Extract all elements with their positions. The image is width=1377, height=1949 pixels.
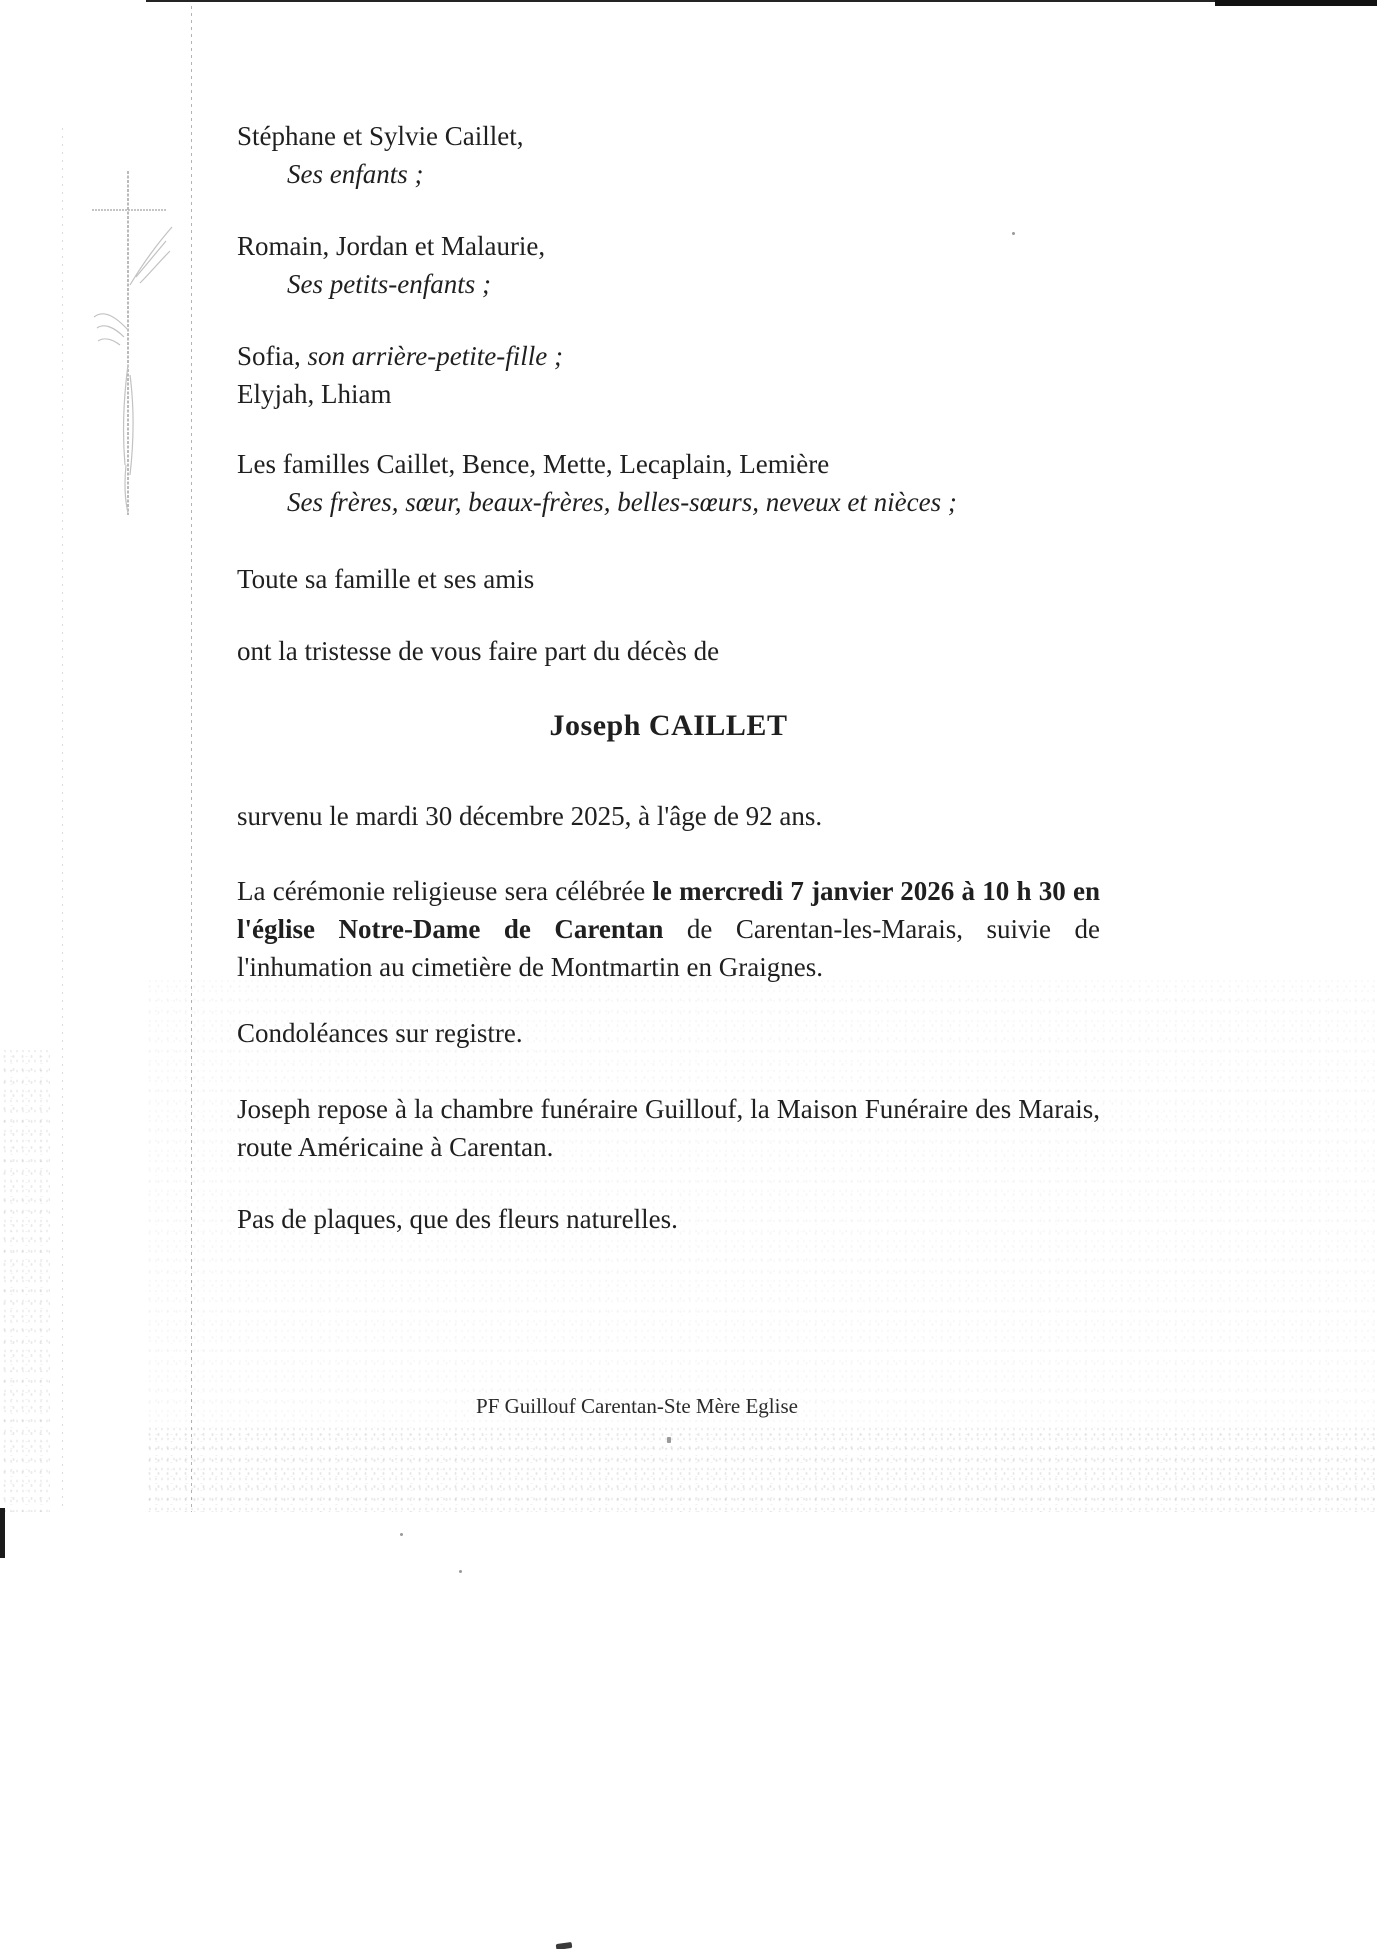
cross-icon <box>70 165 190 525</box>
scan-fold-line-faint <box>62 128 63 1512</box>
scan-speck <box>459 1570 462 1573</box>
families-names-line: Les familles Caillet, Bence, Mette, Lecaplain, Lemière <box>237 449 830 479</box>
condolences-line: Condoléances sur registre. <box>237 1018 523 1048</box>
sofia-relation: son arrière-petite-fille ; <box>300 341 563 371</box>
death-date-line: survenu le mardi 30 décembre 2025, à l'âge de 92 ans. <box>237 801 823 831</box>
announcement-line: ont la tristesse de vous faire part du décès de <box>237 636 720 666</box>
scan-speck <box>667 1437 671 1443</box>
families-block <box>237 445 1100 521</box>
scan-edge-mark <box>0 1508 5 1558</box>
ceremony-text: La cérémonie religieuse sera célébrée <box>237 876 653 906</box>
family-group <box>237 227 1100 303</box>
family-names-line: Romain, Jordan et Malaurie, <box>237 231 546 261</box>
family-names-line: Stéphane et Sylvie Caillet, <box>237 121 524 151</box>
family-relation-line: Ses enfants ; <box>287 159 424 189</box>
scan-top-edge-bar <box>1215 0 1377 6</box>
sofia-line <box>237 337 1100 375</box>
family-relation-line: Ses petits-enfants ; <box>287 269 491 299</box>
repose-paragraph: Joseph repose à la chambre funéraire Guillouf, la Maison Funéraire des Marais, route Américaine à Carentan. <box>237 1094 1100 1162</box>
families-relation-line: Ses frères, sœur, beaux-frères, belles-sœurs, neveux et nièces ; <box>287 487 957 517</box>
ceremony-text: de Carentan-les-Marais, suivie de l'inhumation au cimetière de Montmartin en Graignes. <box>237 914 1100 982</box>
scan-bottom-smudge <box>556 1942 573 1949</box>
sofia-name: Sofia, <box>237 341 301 371</box>
scan-top-edge-line <box>146 0 1215 2</box>
scan-speck <box>400 1533 403 1536</box>
great-grandchildren-block <box>237 337 1100 413</box>
family-friends-line: Toute sa famille et ses amis <box>237 564 535 594</box>
deceased-name: Joseph CAILLET <box>549 709 788 742</box>
ceremony-paragraph <box>237 872 1100 986</box>
scan-noise-left-strip <box>0 1050 50 1512</box>
funeral-home-line: PF Guillouf Carentan-Ste Mère Eglise <box>476 1394 798 1418</box>
flowers-line: Pas de plaques, que des fleurs naturelles. <box>237 1204 678 1234</box>
elyjah-line: Elyjah, Lhiam <box>237 379 392 409</box>
scan-noise-band <box>145 1428 1377 1512</box>
family-group <box>237 117 1100 193</box>
ceremony-datetime-church: le mercredi 7 janvier 2026 à 10 h 30 en l'église Notre-Dame de Carentan <box>237 876 1100 944</box>
